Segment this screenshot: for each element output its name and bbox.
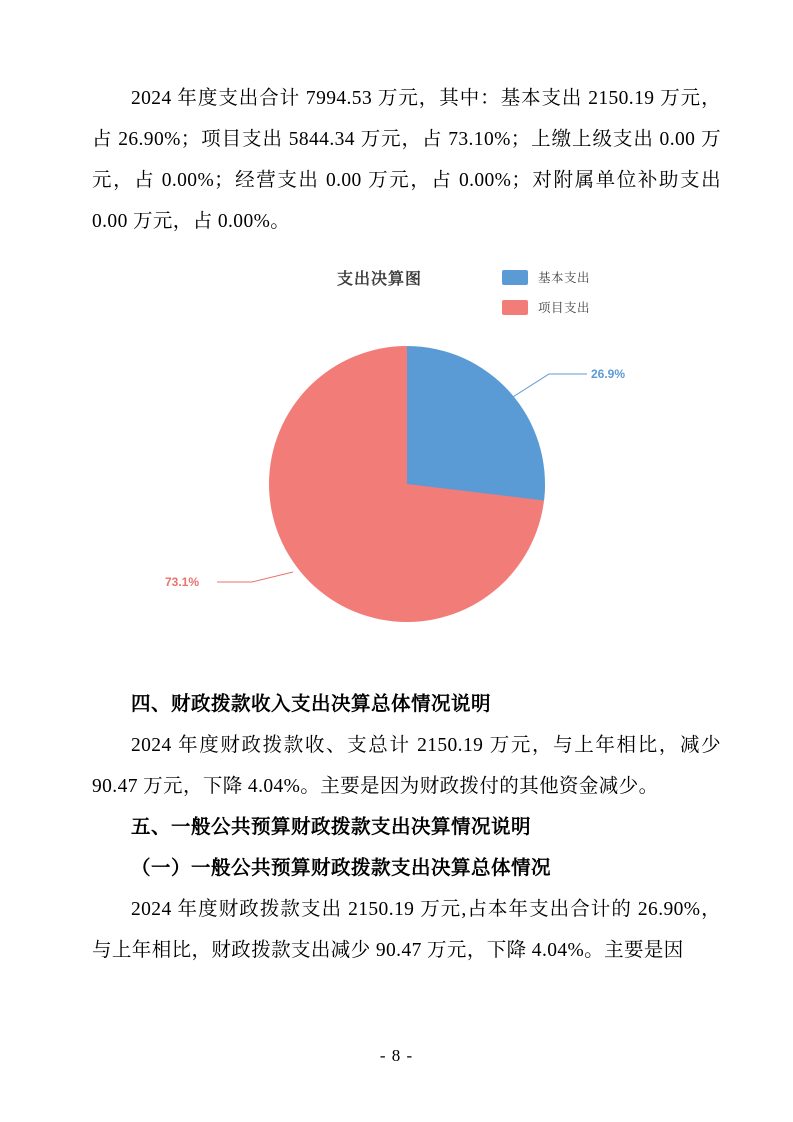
section-five-heading: 五、一般公共预算财政拨款支出决算情况说明 (131, 816, 532, 838)
pie-svg (97, 334, 717, 634)
section-five-body: 2024 年度财政拨款支出 2150.19 万元,占本年支出合计的 26.90%，与上年相比，财政拨款支出减少 90.47 万元，下降 4.04%。主要是因 (92, 899, 721, 961)
legend-swatch-basic (502, 270, 528, 285)
legend-item-project (502, 292, 692, 322)
legend-item-basic (502, 262, 692, 292)
page-number: - 8 - (379, 1046, 414, 1065)
pie-slice-basic (407, 346, 545, 501)
section-four-body: 2024 年度财政拨款收、支总计 2150.19 万元，与上年相比，减少 90.47 万元，下降 4.04%。主要是因为财政拨付的其他资金减少。 (92, 735, 721, 797)
chart-legend (502, 262, 692, 322)
legend-swatch-project (502, 300, 528, 315)
section-four-heading: 四、财政拨款收入支出决算总体情况说明 (131, 693, 492, 715)
leader-line-basic (505, 374, 587, 402)
pie-area (92, 334, 721, 634)
leader-line-project (217, 572, 293, 582)
expenditure-pie-chart (92, 254, 721, 684)
section-five-sub-heading: （一）一般公共预算财政拨款支出决算总体情况 (131, 857, 552, 879)
legend-label-project: 项目支出 (538, 301, 591, 315)
legend-label-basic: 基本支出 (538, 271, 591, 285)
chart-title: 支出决算图 (337, 271, 423, 288)
pie-value-label-project: 73.1% (164, 575, 199, 589)
paragraph-expenditure-summary: 2024 年度支出合计 7994.53 万元，其中：基本支出 2150.19 万元，占 26.90%；项目支出 5844.34 万元，占 73.10%；上缴上级支出 0.00 万元，占 0.00%；经营支出 0.00 万元，占 0.00%；对附属单位补助支出 0.00 万元，占 0.00%。 (92, 88, 721, 232)
pie-value-label-basic: 26.9% (590, 367, 625, 381)
